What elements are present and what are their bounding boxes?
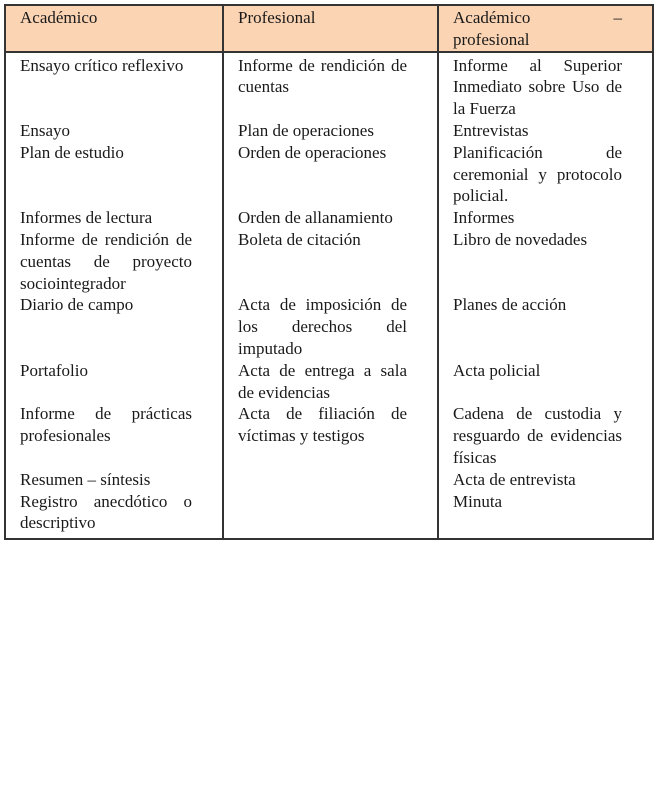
table-cell: Informes de lectura — [5, 207, 223, 229]
table-row — [5, 120, 653, 142]
header-academico-profesional: Académico – profesional — [438, 5, 653, 52]
table-cell: Orden de allanamiento — [223, 207, 438, 229]
table-cell: Registro anecdótico o descriptivo — [5, 491, 223, 540]
table-cell: Informe al Superior Inmediato sobre Uso de la Fuerza — [438, 52, 653, 120]
table-cell: Orden de operaciones — [223, 142, 438, 207]
table-cell: Planes de acción — [438, 294, 653, 359]
table-cell: Ensayo — [5, 120, 223, 142]
header-academico: Académico — [5, 5, 223, 52]
header-profesional: Profesional — [223, 5, 438, 52]
table-cell: Cadena de custodia y resguardo de evidencias físicas — [438, 403, 653, 468]
table-row — [5, 142, 653, 207]
table-cell: Minuta — [438, 491, 653, 540]
table-row — [5, 403, 653, 468]
table-row — [5, 52, 653, 120]
table-cell: Informe de rendición de cuentas de proyecto sociointegrador — [5, 229, 223, 294]
table-cell — [223, 491, 438, 540]
table-cell — [223, 469, 438, 491]
table-cell: Libro de novedades — [438, 229, 653, 294]
table-cell: Diario de campo — [5, 294, 223, 359]
table-cell: Resumen – síntesis — [5, 469, 223, 491]
table-header-row — [5, 5, 653, 52]
table-cell: Planificación de ceremonial y protocolo policial. — [438, 142, 653, 207]
table-cell: Acta de entrega a sala de evidencias — [223, 360, 438, 404]
table-cell: Acta policial — [438, 360, 653, 404]
table-cell: Ensayo crítico reflexivo — [5, 52, 223, 120]
table-cell: Portafolio — [5, 360, 223, 404]
table-row — [5, 360, 653, 404]
table-cell: Boleta de citación — [223, 229, 438, 294]
table-cell: Informe de rendición de cuentas — [223, 52, 438, 120]
table-row — [5, 491, 653, 540]
table-row — [5, 294, 653, 359]
table-cell: Acta de filiación de víctimas y testigos — [223, 403, 438, 468]
table-cell: Acta de imposición de los derechos del imputado — [223, 294, 438, 359]
table-row — [5, 229, 653, 294]
table-row — [5, 469, 653, 491]
table-cell: Plan de operaciones — [223, 120, 438, 142]
document-types-table — [4, 4, 654, 540]
table-cell: Informe de prácticas profesionales — [5, 403, 223, 468]
table-cell: Plan de estudio — [5, 142, 223, 207]
table-cell: Informes — [438, 207, 653, 229]
table-row — [5, 207, 653, 229]
table-cell: Acta de entrevista — [438, 469, 653, 491]
table-cell: Entrevistas — [438, 120, 653, 142]
